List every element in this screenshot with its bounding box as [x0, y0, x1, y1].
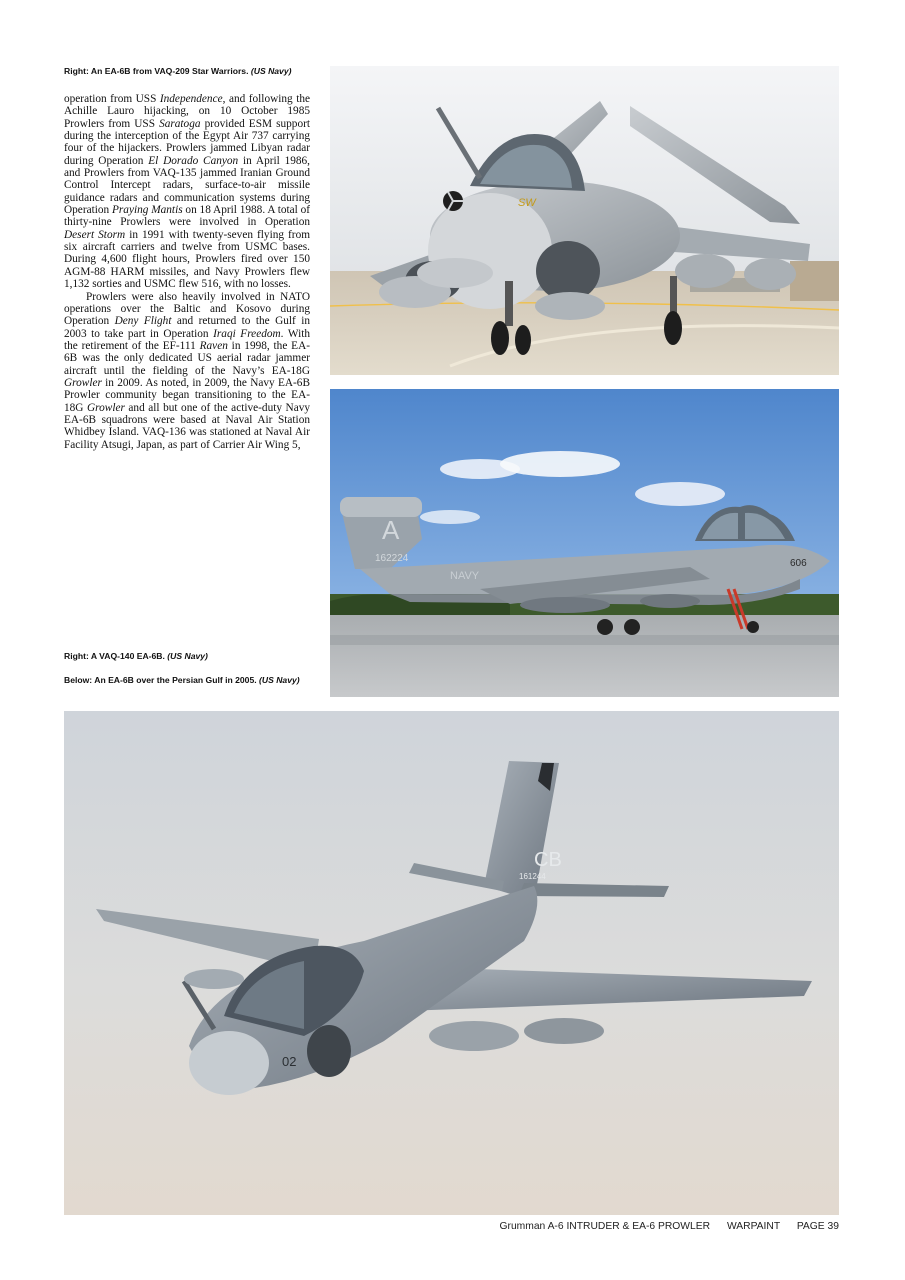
italic-term: Iraqi Freedom	[213, 327, 281, 340]
photo-ea6b-vaq209-image	[330, 66, 839, 375]
photo3-serial: 161244	[519, 872, 546, 881]
photo2-tail-code: A	[382, 515, 400, 545]
footer-book-title: Grumman A-6 INTRUDER & EA-6 PROWLER	[499, 1221, 711, 1232]
caption-bottom-credit: (US Navy)	[259, 675, 300, 685]
italic-term: Desert Storm	[64, 228, 126, 241]
photo-ea6b-persian-gulf	[64, 711, 839, 1215]
photo2-modex: 606	[790, 558, 807, 569]
italic-term: Praying Mantis	[112, 204, 183, 217]
body-paragraph-2: Prowlers were also heavily involved in NATO operations over the Baltic and Kosovo during Operation Deny Flight and returned to the Gulf in 2003 to take part in Operation Iraqi Freedom. With the retirement of the EF-111 Raven in 1998, the EA-6B was the only dedicated US aerial radar jammer aircraft until the fielding of the Navy’s EA-18G Growler in 2009. As noted, in 2009, the Navy EA-6B Prowler community began transitioning to the EA-18G Growler and all but one of the active-duty Navy EA-6B squadrons were based at Naval Air Station Whidbey Island. VAQ-136 was stationed at Naval Air Facility Atsugi, Japan, as part of Carrier Air Wing 5,	[64, 290, 311, 451]
caption-middle-text: Right: A VAQ-140 EA-6B.	[64, 651, 165, 661]
italic-term: Saratoga	[159, 117, 201, 130]
photo-ea6b-vaq209	[330, 66, 839, 375]
italic-term: Growler	[64, 376, 102, 389]
caption-bottom-text: Below: An EA-6B over the Persian Gulf in 2005.	[64, 675, 257, 685]
italic-term: Deny Flight	[114, 315, 172, 328]
photo2-navy: NAVY	[450, 570, 480, 582]
caption-bottom	[64, 675, 310, 685]
footer-series: WARPAINT	[726, 1221, 780, 1232]
body-paragraph-1: operation from USS Independence, and following the Achille Lauro hijacking, on 10 October 1985 Prowlers from USS Saratoga provided ESM support during the interception of the Egypt Air 737 carrying four of the hijackers. Prowlers jammed Libyan radar during Operation El Dorado Canyon in April 1986, and Prowlers from VAQ-135 jammed Iranian Ground Control Intercept radars, surface-to-air missile guidance radars and communication systems during Operation Praying Mantis on 18 April 1988. A total of thirty-nine Prowlers were involved in Operation Desert Storm in 1991 with twenty-seven flying from six aircraft carriers and twelve from USMC bases. During 4,600 flight hours, Prowlers fired over 150 AGM-88 HARM missiles, and Navy Prowlers flew 1,132 sorties and USMC flew 516, with no losses.	[64, 93, 311, 291]
photo-ea6b-vaq140-image	[330, 389, 839, 697]
photo-ea6b-vaq140	[330, 389, 839, 697]
footer-page-number: PAGE 39	[796, 1221, 839, 1232]
photo2-serial: 162224	[375, 553, 409, 564]
caption-top	[64, 66, 310, 76]
italic-term: Independence	[159, 93, 223, 105]
caption-top-credit: (US Navy)	[250, 66, 292, 76]
italic-term: El Dorado Canyon	[148, 154, 239, 167]
page-footer	[500, 1221, 840, 1232]
caption-middle	[64, 651, 310, 661]
italic-term: Growler	[87, 401, 125, 414]
italic-term: Raven	[199, 339, 228, 352]
photo1-tail-code: SW	[518, 197, 536, 209]
caption-middle-credit: (US Navy)	[167, 651, 208, 661]
article-body	[64, 93, 310, 451]
photo-ea6b-persian-gulf-image	[64, 711, 839, 1215]
photo3-modex: 02	[282, 1054, 297, 1069]
caption-top-text: Right: An EA-6B from VAQ-209 Star Warriors.	[64, 66, 249, 76]
photo3-tail-code: CB	[534, 849, 562, 871]
